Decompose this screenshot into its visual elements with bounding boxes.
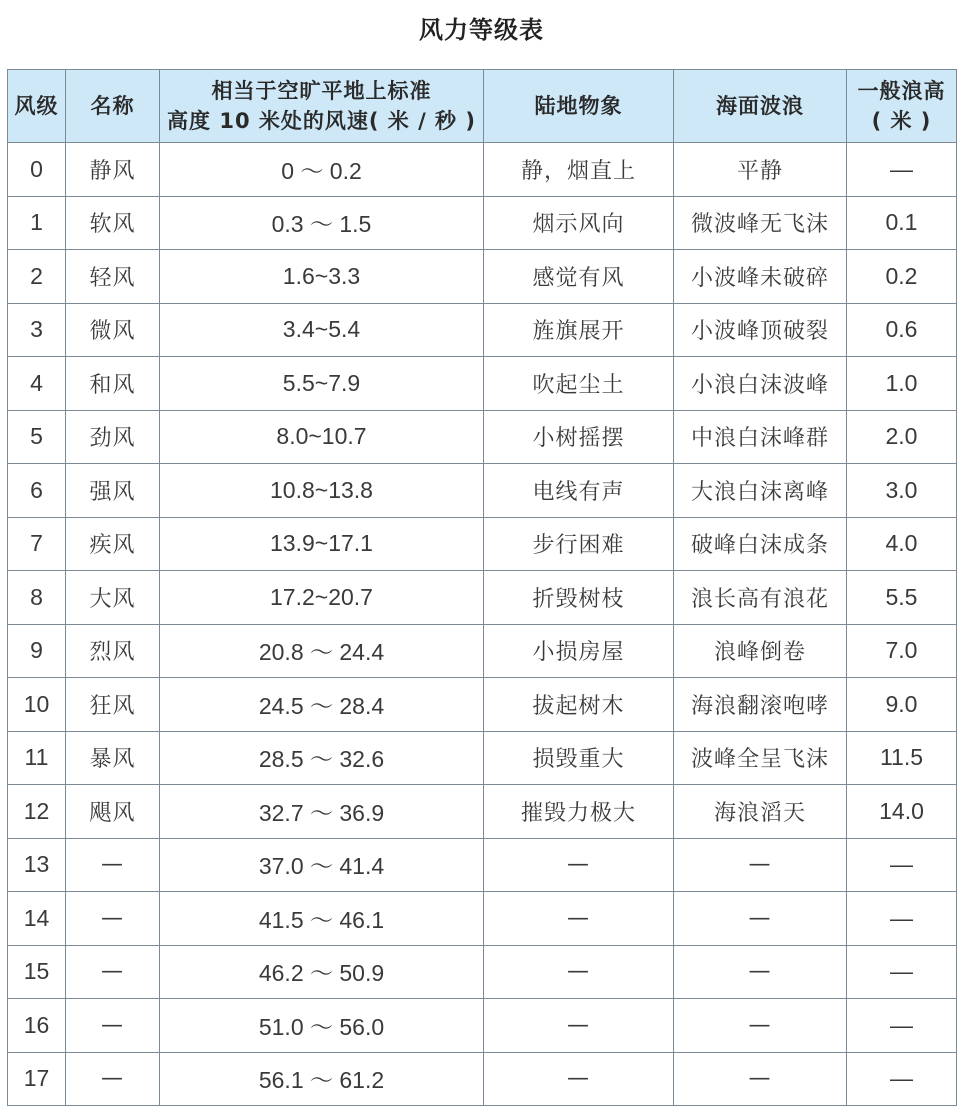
cell-level: 14 (8, 892, 66, 946)
table-row (8, 196, 957, 250)
cell-sea: 小波峰顶破裂 (674, 303, 847, 357)
cell-speed: 46.2 ～ 50.9 (160, 945, 484, 999)
cell-level: 13 (8, 838, 66, 892)
cell-speed: 41.5 ～ 46.1 (160, 892, 484, 946)
table-row (8, 517, 957, 571)
cell-level: 16 (8, 999, 66, 1053)
cell-level: 7 (8, 517, 66, 571)
cell-speed: 24.5 ～ 28.4 (160, 678, 484, 732)
cell-speed: 20.8 ～ 24.4 (160, 624, 484, 678)
cell-level: 9 (8, 624, 66, 678)
cell-name: 和风 (66, 357, 160, 411)
cell-speed: 0 ～ 0.2 (160, 143, 484, 197)
header-speed-line1: 相当于空旷平地上标准 (211, 79, 432, 103)
header-speed (160, 70, 484, 143)
cell-speed: 17.2~20.7 (160, 571, 484, 625)
cell-level: 10 (8, 678, 66, 732)
cell-name: — (66, 945, 160, 999)
cell-level: 4 (8, 357, 66, 411)
cell-wave: — (847, 999, 957, 1053)
table-row (8, 303, 957, 357)
cell-speed: 3.4~5.4 (160, 303, 484, 357)
cell-sea: 小浪白沫波峰 (674, 357, 847, 411)
cell-name: 轻风 (66, 250, 160, 304)
wind-scale-table (7, 69, 957, 1106)
cell-name: 烈风 (66, 624, 160, 678)
cell-sea: — (674, 838, 847, 892)
cell-sea: 海浪翻滚咆哮 (674, 678, 847, 732)
header-level: 风级 (8, 70, 66, 143)
cell-wave: 1.0 (847, 357, 957, 411)
cell-level: 1 (8, 196, 66, 250)
cell-level: 0 (8, 143, 66, 197)
cell-wave: 0.6 (847, 303, 957, 357)
cell-speed: 5.5~7.9 (160, 357, 484, 411)
cell-name: — (66, 838, 160, 892)
header-wave-line1: 一般浪高 (857, 79, 946, 103)
cell-sea: — (674, 999, 847, 1053)
cell-level: 8 (8, 571, 66, 625)
cell-wave: 14.0 (847, 785, 957, 839)
cell-name: — (66, 999, 160, 1053)
table-row (8, 678, 957, 732)
cell-land: 折毁树枝 (484, 571, 674, 625)
header-wave-line2: ( 米 ) (871, 109, 932, 133)
cell-level: 5 (8, 410, 66, 464)
cell-wave: 0.1 (847, 196, 957, 250)
cell-name: 疾风 (66, 517, 160, 571)
cell-wave: — (847, 1052, 957, 1106)
cell-land: 静，烟直上 (484, 143, 674, 197)
page-title: 风力等级表 (419, 16, 544, 44)
table-row (8, 838, 957, 892)
cell-level: 6 (8, 464, 66, 518)
cell-sea: 浪峰倒卷 (674, 624, 847, 678)
cell-sea: 大浪白沫离峰 (674, 464, 847, 518)
table-row (8, 1052, 957, 1106)
cell-sea: 破峰白沫成条 (674, 517, 847, 571)
cell-wave: 9.0 (847, 678, 957, 732)
cell-land: — (484, 838, 674, 892)
cell-wave: 0.2 (847, 250, 957, 304)
table-row (8, 571, 957, 625)
cell-land: 烟示风向 (484, 196, 674, 250)
cell-wave: 11.5 (847, 731, 957, 785)
cell-speed: 10.8~13.8 (160, 464, 484, 518)
cell-sea: 中浪白沫峰群 (674, 410, 847, 464)
cell-name: 静风 (66, 143, 160, 197)
cell-level: 15 (8, 945, 66, 999)
table-row (8, 892, 957, 946)
cell-sea: 微波峰无飞沫 (674, 196, 847, 250)
cell-speed: 32.7 ～ 36.9 (160, 785, 484, 839)
cell-name: — (66, 1052, 160, 1106)
cell-speed: 8.0~10.7 (160, 410, 484, 464)
cell-level: 2 (8, 250, 66, 304)
cell-speed: 51.0 ～ 56.0 (160, 999, 484, 1053)
cell-land: 步行困难 (484, 517, 674, 571)
cell-name: 狂风 (66, 678, 160, 732)
header-name: 名称 (66, 70, 160, 143)
cell-sea: 浪长高有浪花 (674, 571, 847, 625)
cell-land: 旌旗展开 (484, 303, 674, 357)
cell-speed: 28.5 ～ 32.6 (160, 731, 484, 785)
table-row (8, 624, 957, 678)
cell-land: — (484, 945, 674, 999)
cell-wave: — (847, 838, 957, 892)
table-row (8, 143, 957, 197)
table-row (8, 250, 957, 304)
cell-wave: — (847, 143, 957, 197)
cell-speed: 0.3 ～ 1.5 (160, 196, 484, 250)
cell-sea: 小波峰未破碎 (674, 250, 847, 304)
cell-wave: — (847, 945, 957, 999)
cell-sea: 波峰全呈飞沫 (674, 731, 847, 785)
cell-land: — (484, 999, 674, 1053)
cell-land: — (484, 892, 674, 946)
cell-wave: 5.5 (847, 571, 957, 625)
cell-wave: 3.0 (847, 464, 957, 518)
cell-land: 损毁重大 (484, 731, 674, 785)
cell-wave: — (847, 892, 957, 946)
cell-land: 拔起树木 (484, 678, 674, 732)
cell-name: 飓风 (66, 785, 160, 839)
cell-speed: 56.1 ～ 61.2 (160, 1052, 484, 1106)
cell-name: 暴风 (66, 731, 160, 785)
table-header (8, 70, 957, 143)
cell-sea: — (674, 1052, 847, 1106)
cell-land: — (484, 1052, 674, 1106)
cell-speed: 13.9~17.1 (160, 517, 484, 571)
cell-sea: 平静 (674, 143, 847, 197)
cell-land: 小树摇摆 (484, 410, 674, 464)
cell-sea: — (674, 945, 847, 999)
cell-wave: 2.0 (847, 410, 957, 464)
cell-speed: 37.0 ～ 41.4 (160, 838, 484, 892)
cell-sea: — (674, 892, 847, 946)
cell-land: 摧毁力极大 (484, 785, 674, 839)
cell-wave: 4.0 (847, 517, 957, 571)
header-wave (847, 70, 957, 143)
cell-level: 17 (8, 1052, 66, 1106)
header-speed-line2: 高度 10 米处的风速( 米 / 秒 ) (167, 109, 476, 133)
table-body (8, 143, 957, 1106)
cell-land: 感觉有风 (484, 250, 674, 304)
table-row (8, 410, 957, 464)
cell-name: 劲风 (66, 410, 160, 464)
cell-name: 大风 (66, 571, 160, 625)
header-row (8, 70, 957, 143)
cell-land: 吹起尘土 (484, 357, 674, 411)
cell-name: — (66, 892, 160, 946)
cell-name: 软风 (66, 196, 160, 250)
cell-wave: 7.0 (847, 624, 957, 678)
cell-name: 强风 (66, 464, 160, 518)
cell-level: 3 (8, 303, 66, 357)
table-row (8, 464, 957, 518)
cell-land: 电线有声 (484, 464, 674, 518)
table-row (8, 945, 957, 999)
table-row (8, 731, 957, 785)
header-sea: 海面波浪 (674, 70, 847, 143)
cell-sea: 海浪滔天 (674, 785, 847, 839)
header-land: 陆地物象 (484, 70, 674, 143)
table-row (8, 785, 957, 839)
table-row (8, 357, 957, 411)
cell-level: 11 (8, 731, 66, 785)
cell-level: 12 (8, 785, 66, 839)
cell-name: 微风 (66, 303, 160, 357)
table-row (8, 999, 957, 1053)
cell-speed: 1.6~3.3 (160, 250, 484, 304)
cell-land: 小损房屋 (484, 624, 674, 678)
